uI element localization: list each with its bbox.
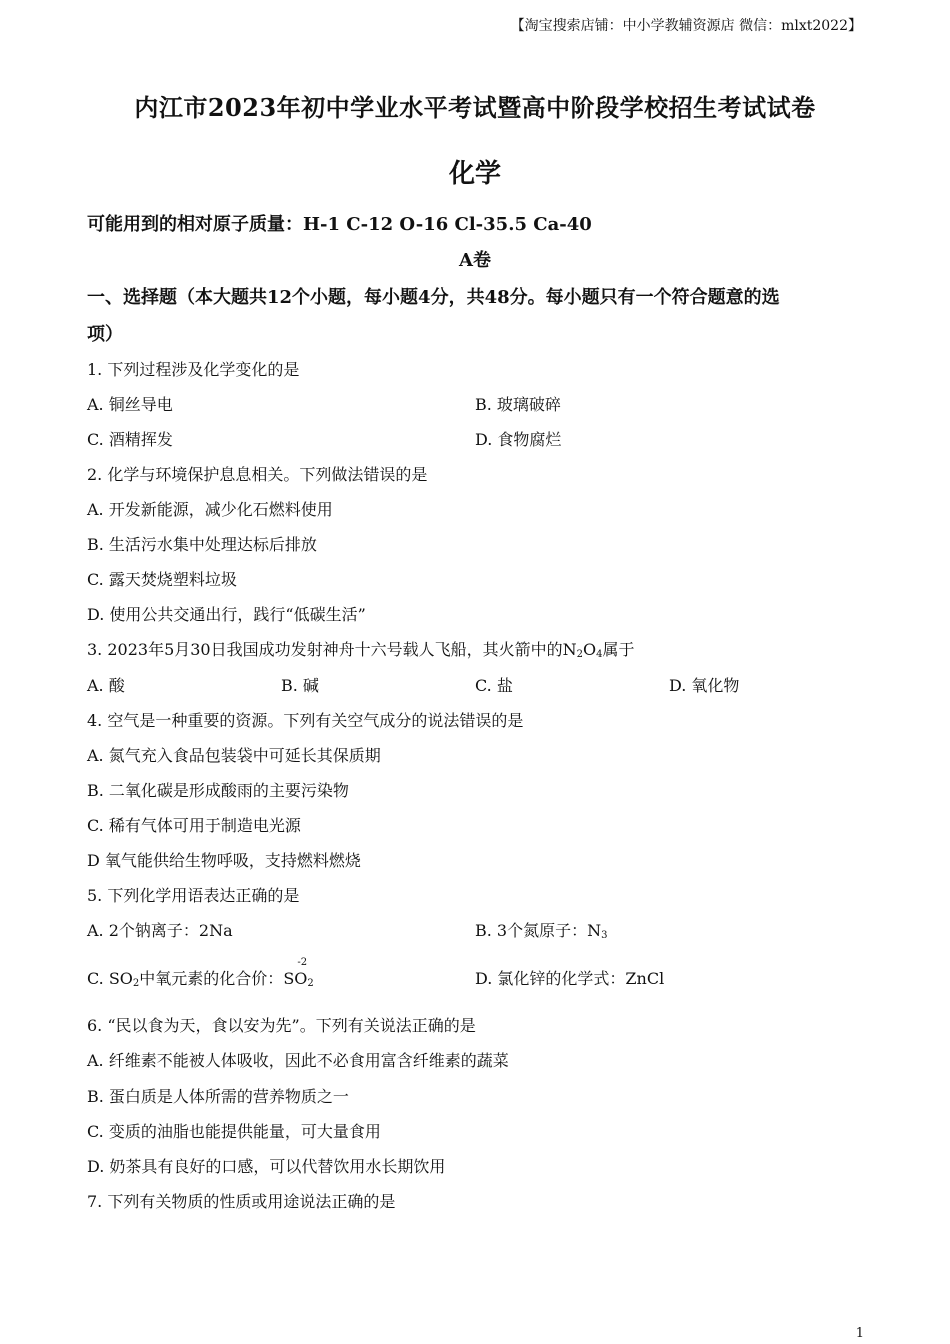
q5-option-c-mid: 中氧元素的化合价：	[139, 969, 284, 988]
q5-option-b	[475, 918, 608, 941]
q4-option-b: B. 二氧化碳是形成酸雨的主要污染物	[87, 781, 349, 800]
valence-charge: -2	[297, 957, 308, 968]
exam-title: 内江市2023年初中学业水平考试暨高中阶段学校招生考试试卷	[134, 93, 816, 122]
q1-option-c: C. 酒精挥发	[87, 430, 173, 449]
q5-option-c-pre: C. SO	[87, 969, 133, 988]
q6-option-a: A. 纤维素不能被人体吸收，因此不必食用富含纤维素的蔬菜	[87, 1051, 509, 1070]
section-heading: 一、选择题（本大题共12个小题，每小题4分，共48分。每小题只有一个符合题意的选	[87, 287, 780, 308]
q7-stem: 7. 下列有关物质的性质或用途说法正确的是	[87, 1192, 396, 1211]
q4-option-d: D 氧气能供给生物呼吸，支持燃料燃烧	[87, 851, 361, 870]
q5-option-c-sub: 2	[132, 978, 140, 989]
q3-option-d: D. 氧化物	[669, 676, 740, 695]
q5-option-b-sub: 3	[601, 930, 608, 941]
q2-option-d: D. 使用公共交通出行，践行“低碳生活”	[87, 605, 366, 624]
q1-option-d: D. 食物腐烂	[475, 430, 562, 449]
section-heading-cont: 项）	[87, 324, 123, 345]
q1-option-b: B. 玻璃破碎	[475, 395, 561, 414]
q5-option-c	[87, 957, 314, 989]
q3-stem-post: 属于	[602, 640, 635, 659]
q6-option-d: D. 奶茶具有良好的口感，可以代替饮用水长期饮用	[87, 1157, 446, 1176]
q1-option-a: A. 铜丝导电	[87, 395, 173, 414]
q5-stem: 5. 下列化学用语表达正确的是	[87, 886, 300, 905]
q3-option-c: C. 盐	[475, 676, 513, 695]
subject-title: 化学	[448, 159, 501, 189]
q3-stem	[87, 637, 635, 660]
q5-option-d: D. 氯化锌的化学式：ZnCl	[475, 969, 665, 988]
volume-label: A卷	[459, 250, 491, 271]
q5-option-a: A. 2个钠离子：2Na	[87, 921, 233, 940]
q4-stem: 4. 空气是一种重要的资源。下列有关空气成分的说法错误的是	[87, 711, 524, 730]
q3-option-a: A. 酸	[87, 676, 125, 695]
valence-s: S	[283, 969, 295, 988]
valence-o: O	[294, 969, 308, 988]
q3-option-b: B. 碱	[281, 676, 319, 695]
q2-option-a: A. 开发新能源，减少化石燃料使用	[87, 500, 333, 519]
q4-option-a: A. 氮气充入食品包装袋中可延长其保质期	[87, 746, 381, 765]
q6-option-c: C. 变质的油脂也能提供能量，可大量食用	[87, 1122, 381, 1141]
q1-stem: 1. 下列过程涉及化学变化的是	[87, 360, 300, 379]
q3-sub-1: 2	[576, 649, 583, 660]
q4-option-c: C. 稀有气体可用于制造电光源	[87, 816, 301, 835]
atomic-masses: 可能用到的相对原子质量：H-1 C-12 O-16 Cl-35.5 Ca-40	[87, 214, 592, 235]
q6-option-b: B. 蛋白质是人体所需的营养物质之一	[87, 1087, 349, 1106]
q6-stem: 6. “民以食为天，食以安为先”。下列有关说法正确的是	[87, 1016, 476, 1035]
page-number: 1	[855, 1326, 864, 1341]
q2-stem: 2. 化学与环境保护息息相关。下列做法错误的是	[87, 465, 428, 484]
q2-option-b: B. 生活污水集中处理达标后排放	[87, 535, 317, 554]
q5-option-b-text: B. 3个氮原子：N	[475, 921, 602, 940]
header-note: 【淘宝搜索店铺：中小学教辅资源店 微信：mlxt2022】	[510, 18, 862, 34]
valence-formula	[283, 957, 314, 989]
q3-stem-pre: 3. 2023年5月30日我国成功发射神舟十六号载人飞船，其火箭中的N	[87, 640, 577, 659]
q3-sub-2: 4	[596, 649, 603, 660]
q2-option-c: C. 露天焚烧塑料垃圾	[87, 570, 237, 589]
valence-sub: 2	[307, 978, 314, 989]
q3-stem-mid: O	[583, 640, 597, 659]
